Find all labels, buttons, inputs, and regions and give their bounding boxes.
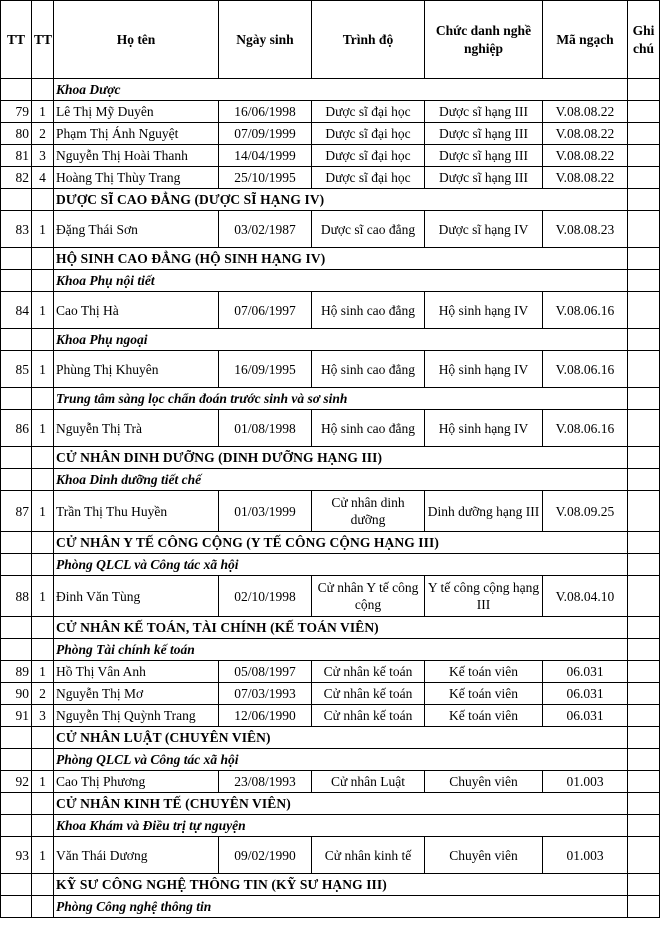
unit-title: Khoa Dược <box>54 79 628 101</box>
cell-title: Hộ sinh hạng IV <box>425 410 543 447</box>
table-row <box>1 410 660 447</box>
header-code: Mã ngạch <box>543 1 628 79</box>
cell-note <box>628 705 660 727</box>
unit-header-row <box>1 469 660 491</box>
cell-tt-global <box>1 554 32 576</box>
table-row <box>1 837 660 874</box>
table-row <box>1 491 660 532</box>
cell-code: V.08.08.22 <box>543 123 628 145</box>
cell-note <box>628 410 660 447</box>
group-title: HỘ SINH CAO ĐẲNG (HỘ SINH HẠNG IV) <box>54 248 628 270</box>
cell-name: Nguyễn Thị Mơ <box>54 683 219 705</box>
unit-title: Trung tâm sàng lọc chẩn đoán trước sinh và sơ sinh <box>54 388 628 410</box>
group-title: CỬ NHÂN DINH DƯỠNG (DINH DƯỠNG HẠNG III) <box>54 447 628 469</box>
cell-name: Nguyễn Thị Quỳnh Trang <box>54 705 219 727</box>
cell-code: V.08.04.10 <box>543 576 628 617</box>
cell-dob: 16/06/1998 <box>219 101 312 123</box>
cell-tt-global <box>1 329 32 351</box>
cell-title: Chuyên viên <box>425 771 543 793</box>
cell-tt-group: 1 <box>32 292 54 329</box>
cell-tt-group: 3 <box>32 705 54 727</box>
cell-dob: 16/09/1995 <box>219 351 312 388</box>
cell-note <box>628 837 660 874</box>
unit-header-row <box>1 79 660 101</box>
cell-title: Kế toán viên <box>425 661 543 683</box>
cell-tt-group <box>32 388 54 410</box>
group-header-row <box>1 793 660 815</box>
cell-name: Trần Thị Thu Huyền <box>54 491 219 532</box>
cell-code: 01.003 <box>543 837 628 874</box>
cell-note <box>628 167 660 189</box>
cell-tt-global: 84 <box>1 292 32 329</box>
cell-tt-global: 88 <box>1 576 32 617</box>
cell-dob: 01/03/1999 <box>219 491 312 532</box>
cell-tt-global: 79 <box>1 101 32 123</box>
cell-name: Đinh Văn Tùng <box>54 576 219 617</box>
table-row <box>1 705 660 727</box>
cell-title: Dinh dưỡng hạng III <box>425 491 543 532</box>
cell-level: Cử nhân kế toán <box>312 661 425 683</box>
cell-tt-group <box>32 189 54 211</box>
cell-tt-group <box>32 639 54 661</box>
cell-note <box>628 554 660 576</box>
cell-note <box>628 292 660 329</box>
group-header-row <box>1 617 660 639</box>
cell-tt-group: 2 <box>32 123 54 145</box>
unit-header-row <box>1 639 660 661</box>
group-title: CỬ NHÂN KINH TẾ (CHUYÊN VIÊN) <box>54 793 628 815</box>
cell-tt-global <box>1 248 32 270</box>
cell-code: V.08.08.22 <box>543 167 628 189</box>
cell-tt-global: 91 <box>1 705 32 727</box>
cell-tt-group <box>32 793 54 815</box>
cell-tt-group <box>32 329 54 351</box>
group-title: CỬ NHÂN KẾ TOÁN, TÀI CHÍNH (KẾ TOÁN VIÊN) <box>54 617 628 639</box>
cell-tt-group <box>32 749 54 771</box>
cell-tt-group: 1 <box>32 410 54 447</box>
cell-note <box>628 351 660 388</box>
cell-tt-group: 4 <box>32 167 54 189</box>
cell-tt-global: 81 <box>1 145 32 167</box>
table-row <box>1 576 660 617</box>
cell-title: Dược sĩ hạng IV <box>425 211 543 248</box>
unit-title: Khoa Khám và Điều trị tự nguyện <box>54 815 628 837</box>
table-row <box>1 661 660 683</box>
table-body <box>1 79 660 918</box>
unit-title: Khoa Phụ ngoại <box>54 329 628 351</box>
cell-name: Phạm Thị Ánh Nguyệt <box>54 123 219 145</box>
cell-tt-group: 1 <box>32 101 54 123</box>
cell-level: Dược sĩ đại học <box>312 167 425 189</box>
cell-tt-global: 87 <box>1 491 32 532</box>
cell-tt-global: 93 <box>1 837 32 874</box>
cell-tt-group <box>32 447 54 469</box>
cell-tt-group: 3 <box>32 145 54 167</box>
cell-title: Hộ sinh hạng IV <box>425 351 543 388</box>
cell-title: Dược sĩ hạng III <box>425 167 543 189</box>
cell-title: Chuyên viên <box>425 837 543 874</box>
cell-dob: 23/08/1993 <box>219 771 312 793</box>
cell-level: Hộ sinh cao đẳng <box>312 292 425 329</box>
header-level: Trình độ <box>312 1 425 79</box>
cell-tt-group <box>32 874 54 896</box>
cell-note <box>628 532 660 554</box>
group-header-row <box>1 189 660 211</box>
cell-tt-group: 1 <box>32 661 54 683</box>
cell-note <box>628 617 660 639</box>
group-header-row <box>1 874 660 896</box>
cell-note <box>628 661 660 683</box>
cell-dob: 12/06/1990 <box>219 705 312 727</box>
cell-note <box>628 749 660 771</box>
group-header-row <box>1 447 660 469</box>
header-note: Ghi chú <box>628 1 660 79</box>
unit-header-row <box>1 388 660 410</box>
cell-tt-global: 85 <box>1 351 32 388</box>
unit-title: Phòng QLCL và Công tác xã hội <box>54 749 628 771</box>
cell-name: Lê Thị Mỹ Duyên <box>54 101 219 123</box>
table-row <box>1 167 660 189</box>
header-dob: Ngày sinh <box>219 1 312 79</box>
cell-tt-global <box>1 447 32 469</box>
cell-name: Cao Thị Phương <box>54 771 219 793</box>
cell-note <box>628 469 660 491</box>
cell-level: Dược sĩ đại học <box>312 145 425 167</box>
cell-tt-group: 1 <box>32 837 54 874</box>
unit-title: Phòng Công nghệ thông tin <box>54 896 628 918</box>
group-header-row <box>1 532 660 554</box>
cell-dob: 14/04/1999 <box>219 145 312 167</box>
cell-note <box>628 793 660 815</box>
cell-dob: 03/02/1987 <box>219 211 312 248</box>
cell-note <box>628 270 660 292</box>
cell-tt-group <box>32 554 54 576</box>
cell-tt-global <box>1 79 32 101</box>
cell-tt-group <box>32 270 54 292</box>
cell-tt-global <box>1 874 32 896</box>
cell-title: Dược sĩ hạng III <box>425 123 543 145</box>
cell-note <box>628 248 660 270</box>
cell-tt-global <box>1 532 32 554</box>
cell-note <box>628 683 660 705</box>
cell-tt-global <box>1 639 32 661</box>
cell-tt-global <box>1 793 32 815</box>
cell-name: Hoàng Thị Thùy Trang <box>54 167 219 189</box>
cell-note <box>628 189 660 211</box>
cell-level: Dược sĩ đại học <box>312 101 425 123</box>
cell-title: Y tế công cộng hạng III <box>425 576 543 617</box>
group-header-row <box>1 727 660 749</box>
cell-note <box>628 576 660 617</box>
cell-tt-global <box>1 727 32 749</box>
cell-dob: 01/08/1998 <box>219 410 312 447</box>
unit-title: Phòng QLCL và Công tác xã hội <box>54 554 628 576</box>
cell-level: Cử nhân Luật <box>312 771 425 793</box>
cell-code: V.08.06.16 <box>543 351 628 388</box>
cell-code: 01.003 <box>543 771 628 793</box>
group-title: DƯỢC SĨ CAO ĐẲNG (DƯỢC SĨ HẠNG IV) <box>54 189 628 211</box>
cell-tt-group <box>32 815 54 837</box>
cell-code: 06.031 <box>543 661 628 683</box>
cell-note <box>628 388 660 410</box>
cell-level: Cử nhân Y tế công cộng <box>312 576 425 617</box>
cell-tt-group <box>32 532 54 554</box>
cell-level: Cử nhân kế toán <box>312 683 425 705</box>
cell-tt-global: 83 <box>1 211 32 248</box>
table-row <box>1 351 660 388</box>
cell-title: Dược sĩ hạng III <box>425 101 543 123</box>
header-tt-global: TT <box>1 1 32 79</box>
cell-note <box>628 123 660 145</box>
cell-tt-global <box>1 270 32 292</box>
header-tt-group: TT <box>32 1 54 79</box>
cell-tt-global <box>1 815 32 837</box>
cell-dob: 07/03/1993 <box>219 683 312 705</box>
cell-dob: 07/09/1999 <box>219 123 312 145</box>
cell-level: Hộ sinh cao đẳng <box>312 351 425 388</box>
cell-note <box>628 639 660 661</box>
cell-tt-group: 2 <box>32 683 54 705</box>
table-row <box>1 683 660 705</box>
cell-tt-group: 1 <box>32 576 54 617</box>
cell-code: 06.031 <box>543 705 628 727</box>
cell-tt-global: 92 <box>1 771 32 793</box>
cell-tt-global <box>1 617 32 639</box>
cell-tt-global <box>1 189 32 211</box>
cell-code: V.08.08.23 <box>543 211 628 248</box>
cell-code: V.08.09.25 <box>543 491 628 532</box>
cell-note <box>628 211 660 248</box>
group-title: CỬ NHÂN Y TẾ CÔNG CỘNG (Y TẾ CÔNG CỘNG HẠNG III) <box>54 532 628 554</box>
cell-code: 06.031 <box>543 683 628 705</box>
cell-name: Hồ Thị Vân Anh <box>54 661 219 683</box>
cell-note <box>628 101 660 123</box>
cell-note <box>628 896 660 918</box>
cell-name: Nguyễn Thị Hoài Thanh <box>54 145 219 167</box>
unit-header-row <box>1 896 660 918</box>
cell-tt-group <box>32 79 54 101</box>
table-row <box>1 292 660 329</box>
cell-level: Hộ sinh cao đẳng <box>312 410 425 447</box>
unit-title: Phòng Tài chính kế toán <box>54 639 628 661</box>
cell-note <box>628 329 660 351</box>
table-row <box>1 211 660 248</box>
cell-tt-global <box>1 749 32 771</box>
cell-dob: 07/06/1997 <box>219 292 312 329</box>
cell-level: Cử nhân dinh dưỡng <box>312 491 425 532</box>
cell-dob: 25/10/1995 <box>219 167 312 189</box>
unit-header-row <box>1 554 660 576</box>
table-row <box>1 123 660 145</box>
unit-header-row <box>1 815 660 837</box>
cell-tt-group: 1 <box>32 211 54 248</box>
cell-dob: 05/08/1997 <box>219 661 312 683</box>
cell-tt-global <box>1 469 32 491</box>
cell-note <box>628 491 660 532</box>
cell-code: V.08.08.22 <box>543 101 628 123</box>
table-row <box>1 771 660 793</box>
cell-title: Kế toán viên <box>425 705 543 727</box>
cell-name: Phùng Thị Khuyên <box>54 351 219 388</box>
cell-name: Cao Thị Hà <box>54 292 219 329</box>
cell-note <box>628 874 660 896</box>
group-header-row <box>1 248 660 270</box>
cell-note <box>628 79 660 101</box>
header-title: Chức danh nghề nghiệp <box>425 1 543 79</box>
cell-note <box>628 815 660 837</box>
cell-title: Dược sĩ hạng III <box>425 145 543 167</box>
cell-name: Đặng Thái Sơn <box>54 211 219 248</box>
unit-title: Khoa Phụ nội tiết <box>54 270 628 292</box>
cell-tt-group <box>32 896 54 918</box>
cell-level: Dược sĩ đại học <box>312 123 425 145</box>
cell-code: V.08.08.22 <box>543 145 628 167</box>
cell-tt-group: 1 <box>32 491 54 532</box>
cell-tt-group <box>32 727 54 749</box>
cell-tt-global <box>1 896 32 918</box>
cell-note <box>628 447 660 469</box>
cell-level: Cử nhân kinh tế <box>312 837 425 874</box>
unit-title: Khoa Dinh dưỡng tiết chế <box>54 469 628 491</box>
cell-dob: 02/10/1998 <box>219 576 312 617</box>
group-title: KỸ SƯ CÔNG NGHỆ THÔNG TIN (KỸ SƯ HẠNG III) <box>54 874 628 896</box>
cell-tt-group <box>32 248 54 270</box>
cell-code: V.08.06.16 <box>543 410 628 447</box>
cell-tt-global: 82 <box>1 167 32 189</box>
cell-tt-group: 1 <box>32 351 54 388</box>
cell-tt-global: 90 <box>1 683 32 705</box>
cell-tt-global: 89 <box>1 661 32 683</box>
cell-tt-global: 86 <box>1 410 32 447</box>
header-row <box>1 1 660 79</box>
cell-tt-group <box>32 469 54 491</box>
cell-tt-global: 80 <box>1 123 32 145</box>
unit-header-row <box>1 329 660 351</box>
cell-dob: 09/02/1990 <box>219 837 312 874</box>
table-row <box>1 145 660 167</box>
group-title: CỬ NHÂN LUẬT (CHUYÊN VIÊN) <box>54 727 628 749</box>
cell-title: Hộ sinh hạng IV <box>425 292 543 329</box>
cell-tt-global <box>1 388 32 410</box>
cell-note <box>628 727 660 749</box>
cell-note <box>628 145 660 167</box>
header-name: Họ tên <box>54 1 219 79</box>
table-row <box>1 101 660 123</box>
cell-title: Kế toán viên <box>425 683 543 705</box>
cell-level: Cử nhân kế toán <box>312 705 425 727</box>
cell-tt-group <box>32 617 54 639</box>
unit-header-row <box>1 270 660 292</box>
cell-name: Nguyễn Thị Trà <box>54 410 219 447</box>
cell-note <box>628 771 660 793</box>
cell-name: Văn Thái Dương <box>54 837 219 874</box>
cell-tt-group: 1 <box>32 771 54 793</box>
unit-header-row <box>1 749 660 771</box>
cell-code: V.08.06.16 <box>543 292 628 329</box>
cell-level: Dược sĩ cao đẳng <box>312 211 425 248</box>
